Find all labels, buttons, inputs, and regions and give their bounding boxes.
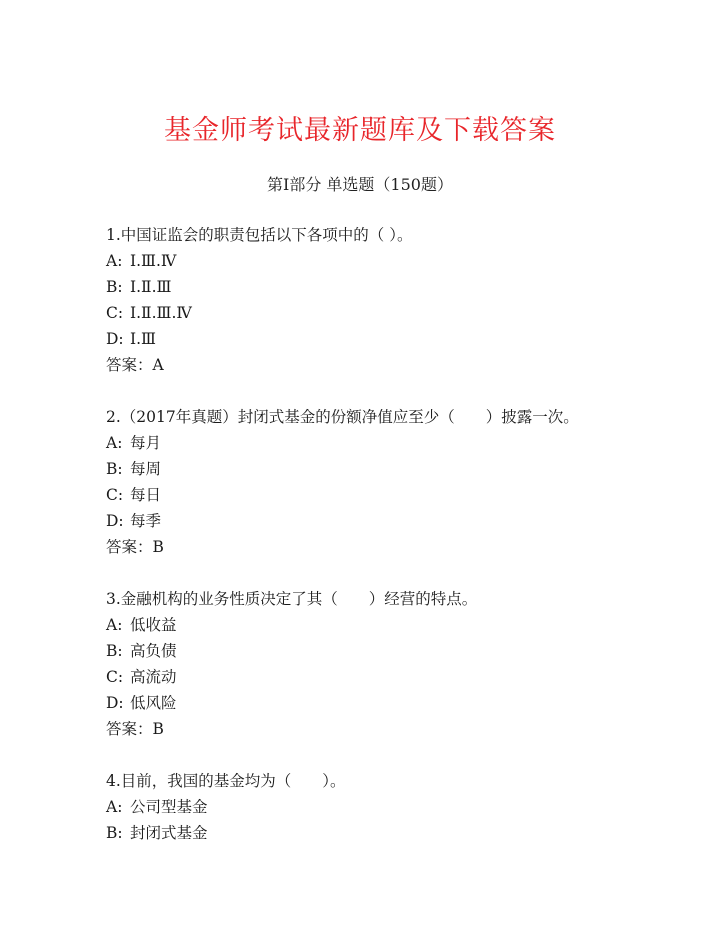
option-a bbox=[106, 794, 686, 820]
option-d bbox=[106, 326, 686, 352]
option-text: 低收益 bbox=[130, 616, 177, 634]
option-text: 高负债 bbox=[130, 642, 177, 660]
option-letter: D: bbox=[106, 330, 124, 348]
option-letter: D: bbox=[106, 512, 124, 530]
option-a bbox=[106, 612, 686, 638]
question-4 bbox=[106, 768, 686, 846]
option-letter: B: bbox=[106, 824, 123, 842]
question-stem: 4.目前，我国的基金均为（ ）。 bbox=[106, 772, 346, 790]
question-stem: 3.金融机构的业务性质决定了其（ ）经营的特点。 bbox=[106, 590, 478, 608]
option-c bbox=[106, 664, 686, 690]
document-title: 基金师考试最新题库及下载答案 bbox=[164, 115, 556, 146]
option-letter: C: bbox=[106, 486, 124, 504]
option-letter: A: bbox=[106, 252, 123, 270]
option-text: 每日 bbox=[130, 486, 162, 504]
option-text: 低风险 bbox=[130, 694, 177, 712]
option-letter: B: bbox=[106, 460, 123, 478]
answer: 答案：B bbox=[106, 720, 164, 738]
option-a bbox=[106, 248, 686, 274]
option-b bbox=[106, 638, 686, 664]
option-d bbox=[106, 508, 686, 534]
option-text: 每周 bbox=[130, 460, 162, 478]
option-d bbox=[106, 690, 686, 716]
option-letter: A: bbox=[106, 434, 123, 452]
option-text: 封闭式基金 bbox=[130, 824, 208, 842]
option-letter: C: bbox=[106, 304, 124, 322]
option-b bbox=[106, 820, 686, 846]
option-a bbox=[106, 430, 686, 456]
option-b bbox=[106, 456, 686, 482]
question-2 bbox=[106, 404, 686, 560]
question-stem: 1.中国证监会的职责包括以下各项中的（ ）。 bbox=[106, 226, 413, 244]
option-text: 每季 bbox=[130, 512, 162, 530]
option-c bbox=[106, 482, 686, 508]
option-text: Ⅰ.Ⅲ bbox=[130, 330, 156, 348]
option-text: 高流动 bbox=[130, 668, 177, 686]
option-c bbox=[106, 300, 686, 326]
option-text: 每月 bbox=[130, 434, 162, 452]
option-letter: A: bbox=[106, 616, 123, 634]
option-text: Ⅰ.Ⅲ.Ⅳ bbox=[130, 252, 177, 270]
option-text: 公司型基金 bbox=[130, 798, 208, 816]
question-1 bbox=[106, 222, 686, 378]
option-letter: A: bbox=[106, 798, 123, 816]
option-letter: B: bbox=[106, 278, 123, 296]
option-letter: C: bbox=[106, 668, 124, 686]
option-b bbox=[106, 274, 686, 300]
option-letter: B: bbox=[106, 642, 123, 660]
option-text: Ⅰ.Ⅱ.Ⅲ bbox=[130, 278, 172, 296]
answer: 答案：A bbox=[106, 356, 164, 374]
question-stem: 2.（2017年真题）封闭式基金的份额净值应至少（ ）披露一次。 bbox=[106, 408, 579, 426]
question-3 bbox=[106, 586, 686, 742]
section-heading: 第Ⅰ部分 单选题（150题） bbox=[267, 175, 453, 194]
answer: 答案：B bbox=[106, 538, 164, 556]
option-letter: D: bbox=[106, 694, 124, 712]
question-list bbox=[106, 222, 686, 872]
option-text: Ⅰ.Ⅱ.Ⅲ.Ⅳ bbox=[130, 304, 192, 322]
